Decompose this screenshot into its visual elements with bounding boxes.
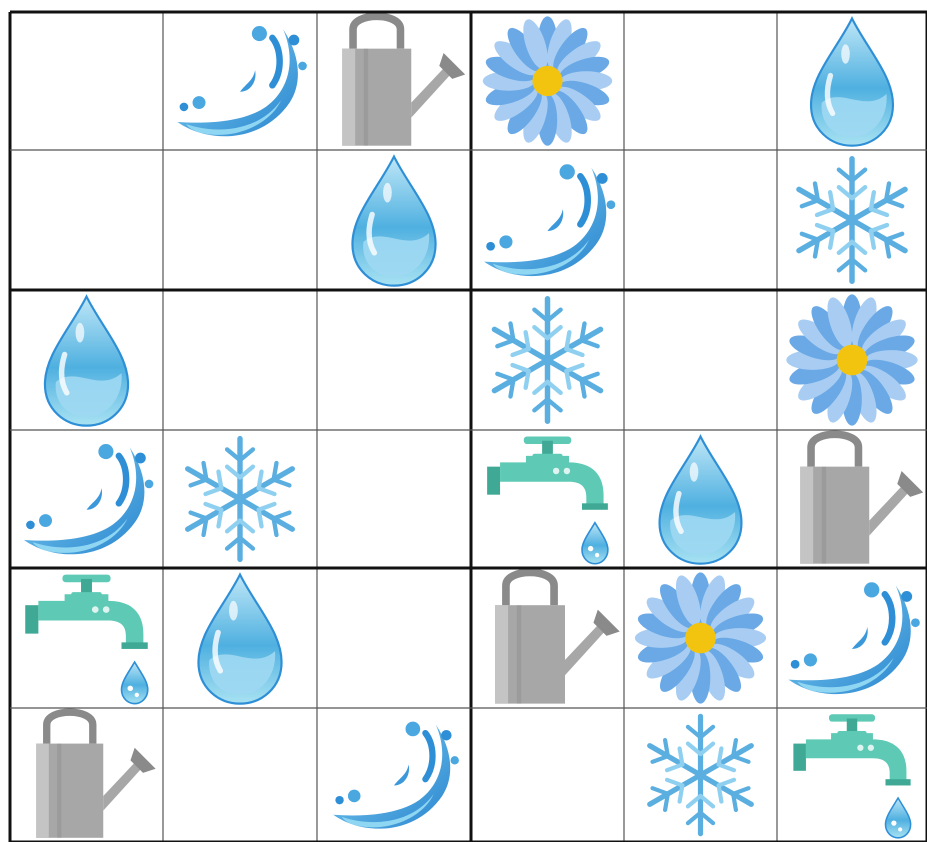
- cell-r4-c4[interactable]: [471, 430, 624, 568]
- cell-r3-c5[interactable]: [624, 290, 777, 430]
- cell-r4-c6[interactable]: [777, 430, 927, 568]
- cell-r5-c6[interactable]: [777, 568, 927, 708]
- cell-r3-c2[interactable]: [163, 290, 317, 430]
- cell-r5-c4[interactable]: [471, 568, 624, 708]
- cell-r3-c6[interactable]: [777, 290, 927, 430]
- cell-r4-c3[interactable]: [317, 430, 471, 568]
- cell-r4-c2[interactable]: [163, 430, 317, 568]
- cell-r2-c2[interactable]: [163, 150, 317, 290]
- cell-r2-c6[interactable]: [777, 150, 927, 290]
- cell-r1-c3[interactable]: [317, 12, 471, 150]
- cell-r3-c4[interactable]: [471, 290, 624, 430]
- cell-r3-c1[interactable]: [10, 290, 163, 430]
- cell-r2-c5[interactable]: [624, 150, 777, 290]
- cell-r6-c6[interactable]: [777, 708, 927, 842]
- cell-r1-c4[interactable]: [471, 12, 624, 150]
- cell-r5-c1[interactable]: [10, 568, 163, 708]
- cell-r5-c2[interactable]: [163, 568, 317, 708]
- cell-r5-c3[interactable]: [317, 568, 471, 708]
- cell-r1-c2[interactable]: [163, 12, 317, 150]
- cell-r2-c3[interactable]: [317, 150, 471, 290]
- cell-r1-c5[interactable]: [624, 12, 777, 150]
- cell-r2-c4[interactable]: [471, 150, 624, 290]
- cell-r6-c5[interactable]: [624, 708, 777, 842]
- cell-r1-c1[interactable]: [10, 12, 163, 150]
- cells-layer: [10, 12, 927, 842]
- cell-r2-c1[interactable]: [10, 150, 163, 290]
- cell-r5-c5[interactable]: [624, 568, 777, 708]
- cell-r4-c1[interactable]: [10, 430, 163, 568]
- cell-r6-c4[interactable]: [471, 708, 624, 842]
- cell-r6-c3[interactable]: [317, 708, 471, 842]
- cell-r6-c2[interactable]: [163, 708, 317, 842]
- cell-r1-c6[interactable]: [777, 12, 927, 150]
- cell-r6-c1[interactable]: [10, 708, 163, 842]
- cell-r3-c3[interactable]: [317, 290, 471, 430]
- cell-r4-c5[interactable]: [624, 430, 777, 568]
